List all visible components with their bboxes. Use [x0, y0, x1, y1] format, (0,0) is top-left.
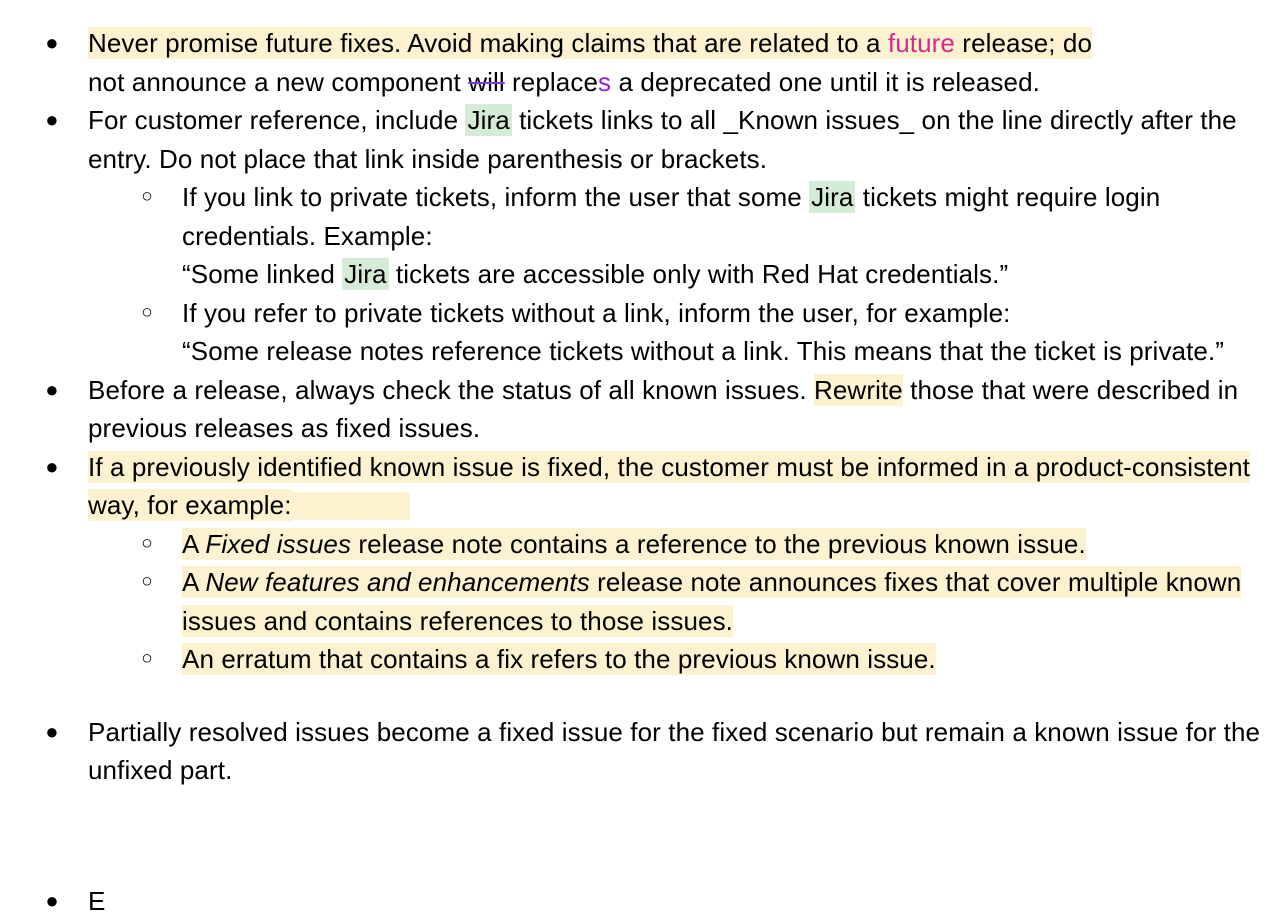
text-segment-jira-quote: Jira: [344, 259, 387, 289]
text-segment-plain-tail: a deprecated one until it is released.: [611, 66, 1040, 97]
text-segment-plain: If you refer to private tickets without a link, inform the user, for example:: [182, 297, 1011, 328]
list-item-text: [182, 566, 1241, 637]
sub-bullet-icon: ○: [141, 571, 153, 592]
list-item-text: [182, 528, 1086, 560]
text-segment-plain: If you link to private tickets, inform the user that some: [182, 182, 810, 212]
clipped-text: E: [88, 886, 106, 916]
text-segment-plain: For customer reference, include: [88, 105, 466, 135]
highlight-trailing-block: [292, 492, 410, 520]
list-item-text: [182, 181, 1160, 290]
text-segment-quote-tail: tickets are accessible only with Red Hat credentials.”: [388, 259, 1009, 289]
text-segment-example-quote: “Some linked: [182, 259, 343, 289]
list-item-private-tickets-login-credentials: [88, 178, 1274, 294]
sub-bullet-icon: ○: [141, 532, 153, 554]
list-item-private-tickets-without-link: [88, 294, 1274, 371]
text-segment-jira: Jira: [467, 105, 510, 135]
text-segment-highlighted-tail: release; do: [954, 28, 1093, 58]
list-item-text: [88, 374, 1238, 444]
list-item-text: [88, 717, 1260, 786]
list-item-text: [182, 298, 1224, 367]
list-item-known-issue-fixed-inform-customer: [0, 448, 1274, 679]
list-item-text: [88, 452, 1250, 521]
text-segment-highlighted: Never promise future fixes. Avoid making claims that are related to a: [88, 28, 888, 58]
bullet-list-level-2: [88, 178, 1274, 371]
text-segment-highlighted: A: [182, 528, 206, 559]
text-segment-highlighted: If a previously identified known issue is fixed, the customer must be informed in a product-consistent way, for example:: [88, 451, 1250, 520]
text-segment-plain-tail: tickets links to all _Known issues_ on the line directly after the entry. Do not place that link inside parenthesis or brackets.: [88, 105, 1237, 174]
text-segment-highlighted: An erratum that contains a fix refers to the previous known issue.: [182, 644, 936, 674]
text-segment-plain: Partially resolved issues become a fixed issue for the fixed scenario but remain a known issue for the unfixed part.: [88, 716, 1261, 785]
text-segment-rewrite: Rewrite: [814, 374, 903, 405]
sub-bullet-icon: ○: [141, 301, 153, 323]
bullet-icon: ●: [45, 30, 59, 55]
list-item-never-promise-future-fixes: [0, 24, 1274, 101]
text-segment-new-features-italic: New features and enhancements: [205, 567, 590, 597]
list-item-partially-resolved-issues: [0, 713, 1274, 790]
list-item-fixed-issues-release-note: [88, 525, 1274, 564]
text-segment-future: future: [887, 28, 955, 58]
list-item-text: [88, 27, 1092, 97]
bullet-list-level-2: [88, 525, 1274, 679]
clipped-next-list-item: [0, 882, 1274, 916]
text-segment-plain-tail: those that were described in previous releases as fixed issues.: [88, 374, 1239, 443]
text-segment-plain: not announce a new component: [88, 66, 469, 97]
list-item-new-features-release-note: [88, 563, 1274, 640]
text-segment-example-quote: “Some release notes reference tickets without a link. This means that the ticket is private.”: [182, 336, 1225, 366]
text-segment-replace: replace: [504, 66, 599, 97]
bullet-icon: ●: [45, 376, 59, 402]
paragraph-spacer: [0, 679, 1274, 713]
sub-bullet-icon: ○: [141, 648, 153, 669]
clipped-row: [0, 882, 1274, 921]
text-segment-highlighted-tail: release note announces fixes that cover multiple known issues and contains references to those issues.: [182, 567, 1242, 636]
list-item-text: [88, 104, 1237, 174]
list-item-erratum-contains-fix: [88, 640, 1274, 679]
text-segment-fixed-issues-italic: Fixed issues: [205, 528, 352, 559]
list-item-check-status-known-issues: [0, 371, 1274, 448]
bullet-icon: ●: [45, 718, 59, 744]
list-item-customer-reference-jira-links: [0, 101, 1274, 371]
text-segment-inserted-s: s: [598, 66, 612, 97]
text-segment-strikethrough: will: [468, 66, 505, 97]
list-item-text: [182, 643, 936, 675]
bullet-icon: ●: [45, 888, 59, 913]
bullet-list-level-1: [0, 24, 1274, 790]
bullet-icon: ●: [45, 107, 59, 132]
sub-bullet-icon: ○: [141, 186, 153, 207]
text-segment-highlighted-tail: release note contains a reference to the previous known issue.: [351, 528, 1086, 559]
text-segment-jira: Jira: [811, 182, 854, 212]
text-segment-plain-tail: tickets might require login credentials. Example:: [182, 182, 1161, 251]
text-segment-plain: Before a release, always check the status of all known issues.: [88, 374, 814, 405]
bullet-icon: ●: [45, 453, 59, 479]
text-segment-highlighted: A: [182, 567, 206, 597]
